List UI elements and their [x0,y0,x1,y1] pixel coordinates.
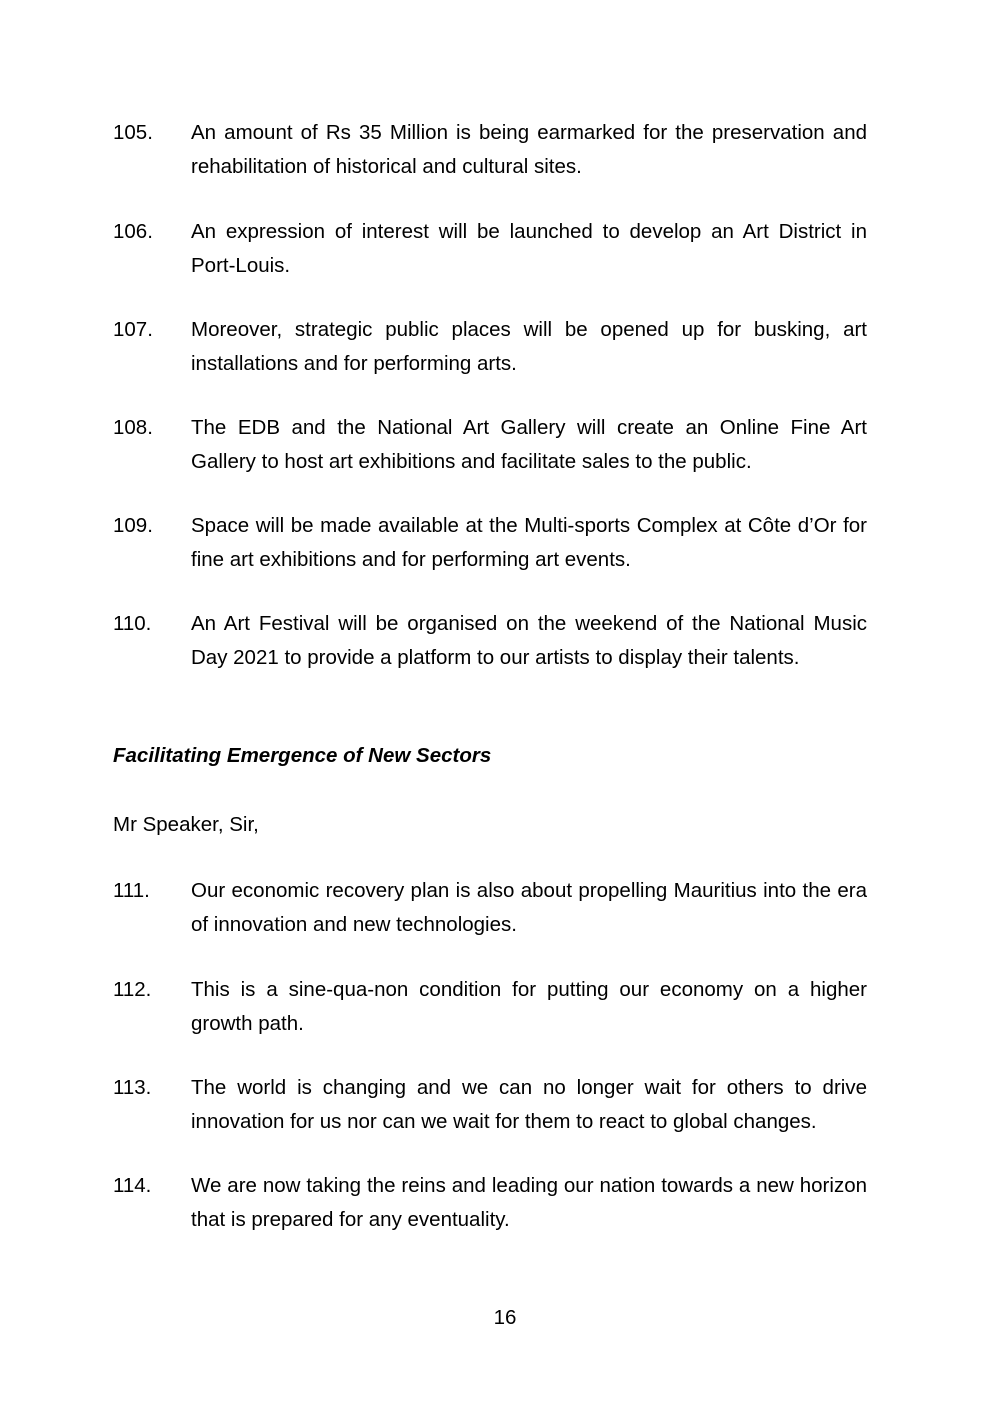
salutation: Mr Speaker, Sir, [113,813,259,836]
paragraph-114 [113,1169,867,1237]
paragraph-113 [113,1071,867,1139]
paragraph-text: The EDB and the National Art Gallery will create an Online Fine Art Gallery to host art exhibitions and facilitate sales to the public. [191,416,867,473]
paragraph-text: We are now taking the reins and leading our nation towards a new horizon that is prepared for any eventuality. [191,1174,867,1231]
page-number: 16 [493,1306,517,1329]
paragraph-text: An Art Festival will be organised on the weekend of the National Music Day 2021 to provide a platform to our artists to display their talents. [191,612,867,669]
paragraph-109 [113,509,867,577]
paragraph-number: 111. [113,879,150,902]
paragraph-text: Our economic recovery plan is also about propelling Mauritius into the era of innovation and new technologies. [191,879,867,936]
paragraph-number: 105. [113,121,153,144]
paragraph-number: 106. [113,220,153,243]
paragraph-108 [113,411,867,479]
paragraph-105 [113,116,867,184]
paragraph-112 [113,973,867,1041]
paragraph-text: This is a sine-qua-non condition for putting our economy on a higher growth path. [191,978,867,1035]
paragraph-text: The world is changing and we can no longer wait for others to drive innovation for us nor can we wait for them to react to global changes. [191,1076,867,1133]
paragraph-text: An expression of interest will be launched to develop an Art District in Port-Louis. [191,220,867,277]
paragraph-text: An amount of Rs 35 Million is being earmarked for the preservation and rehabilitation of historical and cultural sites. [191,121,867,178]
paragraph-number: 108. [113,416,153,439]
paragraph-text: Space will be made available at the Multi-sports Complex at Côte d’Or for fine art exhibitions and for performing art events. [191,514,867,571]
paragraph-number: 110. [113,612,152,635]
paragraph-number: 107. [113,318,153,341]
paragraph-107 [113,313,867,381]
paragraph-text: Moreover, strategic public places will be opened up for busking, art installations and for performing arts. [191,318,867,375]
paragraph-111 [113,874,867,942]
paragraph-106 [113,215,867,283]
paragraph-number: 113. [113,1076,152,1099]
section-heading: Facilitating Emergence of New Sectors [113,744,492,767]
paragraph-number: 112. [113,978,152,1001]
paragraph-number: 109. [113,514,153,537]
paragraph-110 [113,607,867,675]
paragraph-number: 114. [113,1174,152,1197]
